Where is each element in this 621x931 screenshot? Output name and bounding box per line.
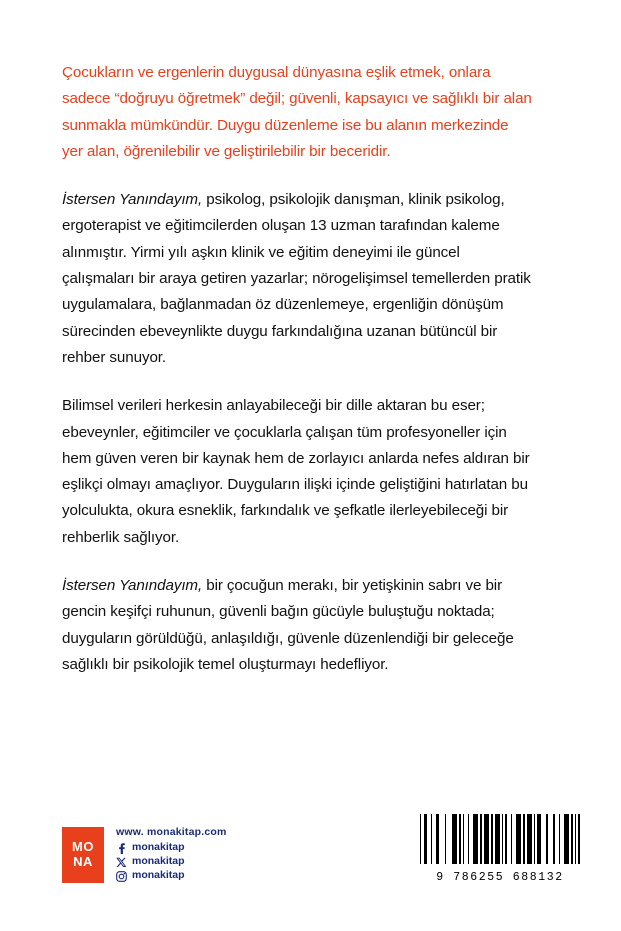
facebook-icon <box>116 843 127 854</box>
book-title-inline-2: İstersen Yanındayım, <box>62 577 203 595</box>
barcode-bars <box>420 814 580 864</box>
cover-footer <box>0 771 621 931</box>
paragraph-authors-text: psikolog, psikolojik danışman, klinik psikolog, ergoterapist ve eğitimcilerden oluşan 13 uzman tarafından kaleme alınmıştır. Yirmi yılı aşkın klinik ve eğitim deneyimi ile güncel çalışmaları bir araya getiren yazarlar; nörogelişimsel temellerden pratik uygulamalara, bağlanmadan öz düzenlemeye, ergenliğin dönüşüm sürecinden ebeveynlikte duygu farkındalığına uzanan bütüncül bir rehber sunuyor. <box>62 191 531 366</box>
publisher-contact <box>116 826 336 883</box>
publisher-logo-line1: MO <box>72 839 94 855</box>
twitter-handle: monakitap <box>132 855 185 868</box>
book-title-inline: İstersen Yanındayım, <box>62 191 203 209</box>
isbn-number: 9 786255 688132 <box>436 871 564 884</box>
publisher-logo-line2: NA <box>73 854 93 869</box>
paragraph-closing <box>62 573 532 678</box>
website-label: www. monakitap.com <box>116 826 227 839</box>
contact-twitter-row[interactable] <box>116 855 336 869</box>
paragraph-intro: Çocukların ve ergenlerin duygusal dünyasına eşlik etmek, onlara sadece “doğruyu öğretmek” değil; güvenli, kapsayıcı ve sağlıklı bir alan sunmakla mümkündür. Duygu düzenleme ise bu alanın merkezinde yer alan, öğrenilebilir ve geliştirilebilir bir beceridir. <box>62 64 532 160</box>
contact-instagram-row[interactable] <box>116 869 336 883</box>
blurb-text <box>62 60 532 700</box>
instagram-handle: monakitap <box>132 869 185 882</box>
facebook-handle: monakitap <box>132 841 185 854</box>
instagram-icon <box>116 871 127 882</box>
paragraph-closing-text: bir çocuğun merakı, bir yetişkinin sabrı ve bir gencin keşifçi ruhunun, güvenli bağın gücüyle buluştuğu noktada; duyguların görüldüğü, anlaşıldığı, güvenle düzenlendiği bir geleceğe sağlıklı bir psikolojik temel oluşturmayı hedefliyor. <box>62 577 514 673</box>
paragraph-scope: Bilimsel verileri herkesin anlayabileceği bir dille aktaran bu eser; ebeveynler, eğitimciler ve çocuklarla çalışan tüm profesyoneller için hem güven veren bir kaynak hem de zorlayıcı anlarda nefes aldıran bir eşlikçi olmayı amaçlıyor. Duyguların ilişki içinde geliştiğini hatırlatan bu yolculukta, okura esneklik, farkındalık ve şefkatle ilerleyebileceği bir rehberlik sağlıyor. <box>62 397 530 546</box>
contact-website-row[interactable] <box>116 826 336 840</box>
publisher-logo <box>62 827 104 883</box>
contact-facebook-row[interactable] <box>116 841 336 855</box>
barcode <box>415 811 585 887</box>
twitter-x-icon <box>116 857 127 868</box>
paragraph-authors <box>62 187 532 371</box>
